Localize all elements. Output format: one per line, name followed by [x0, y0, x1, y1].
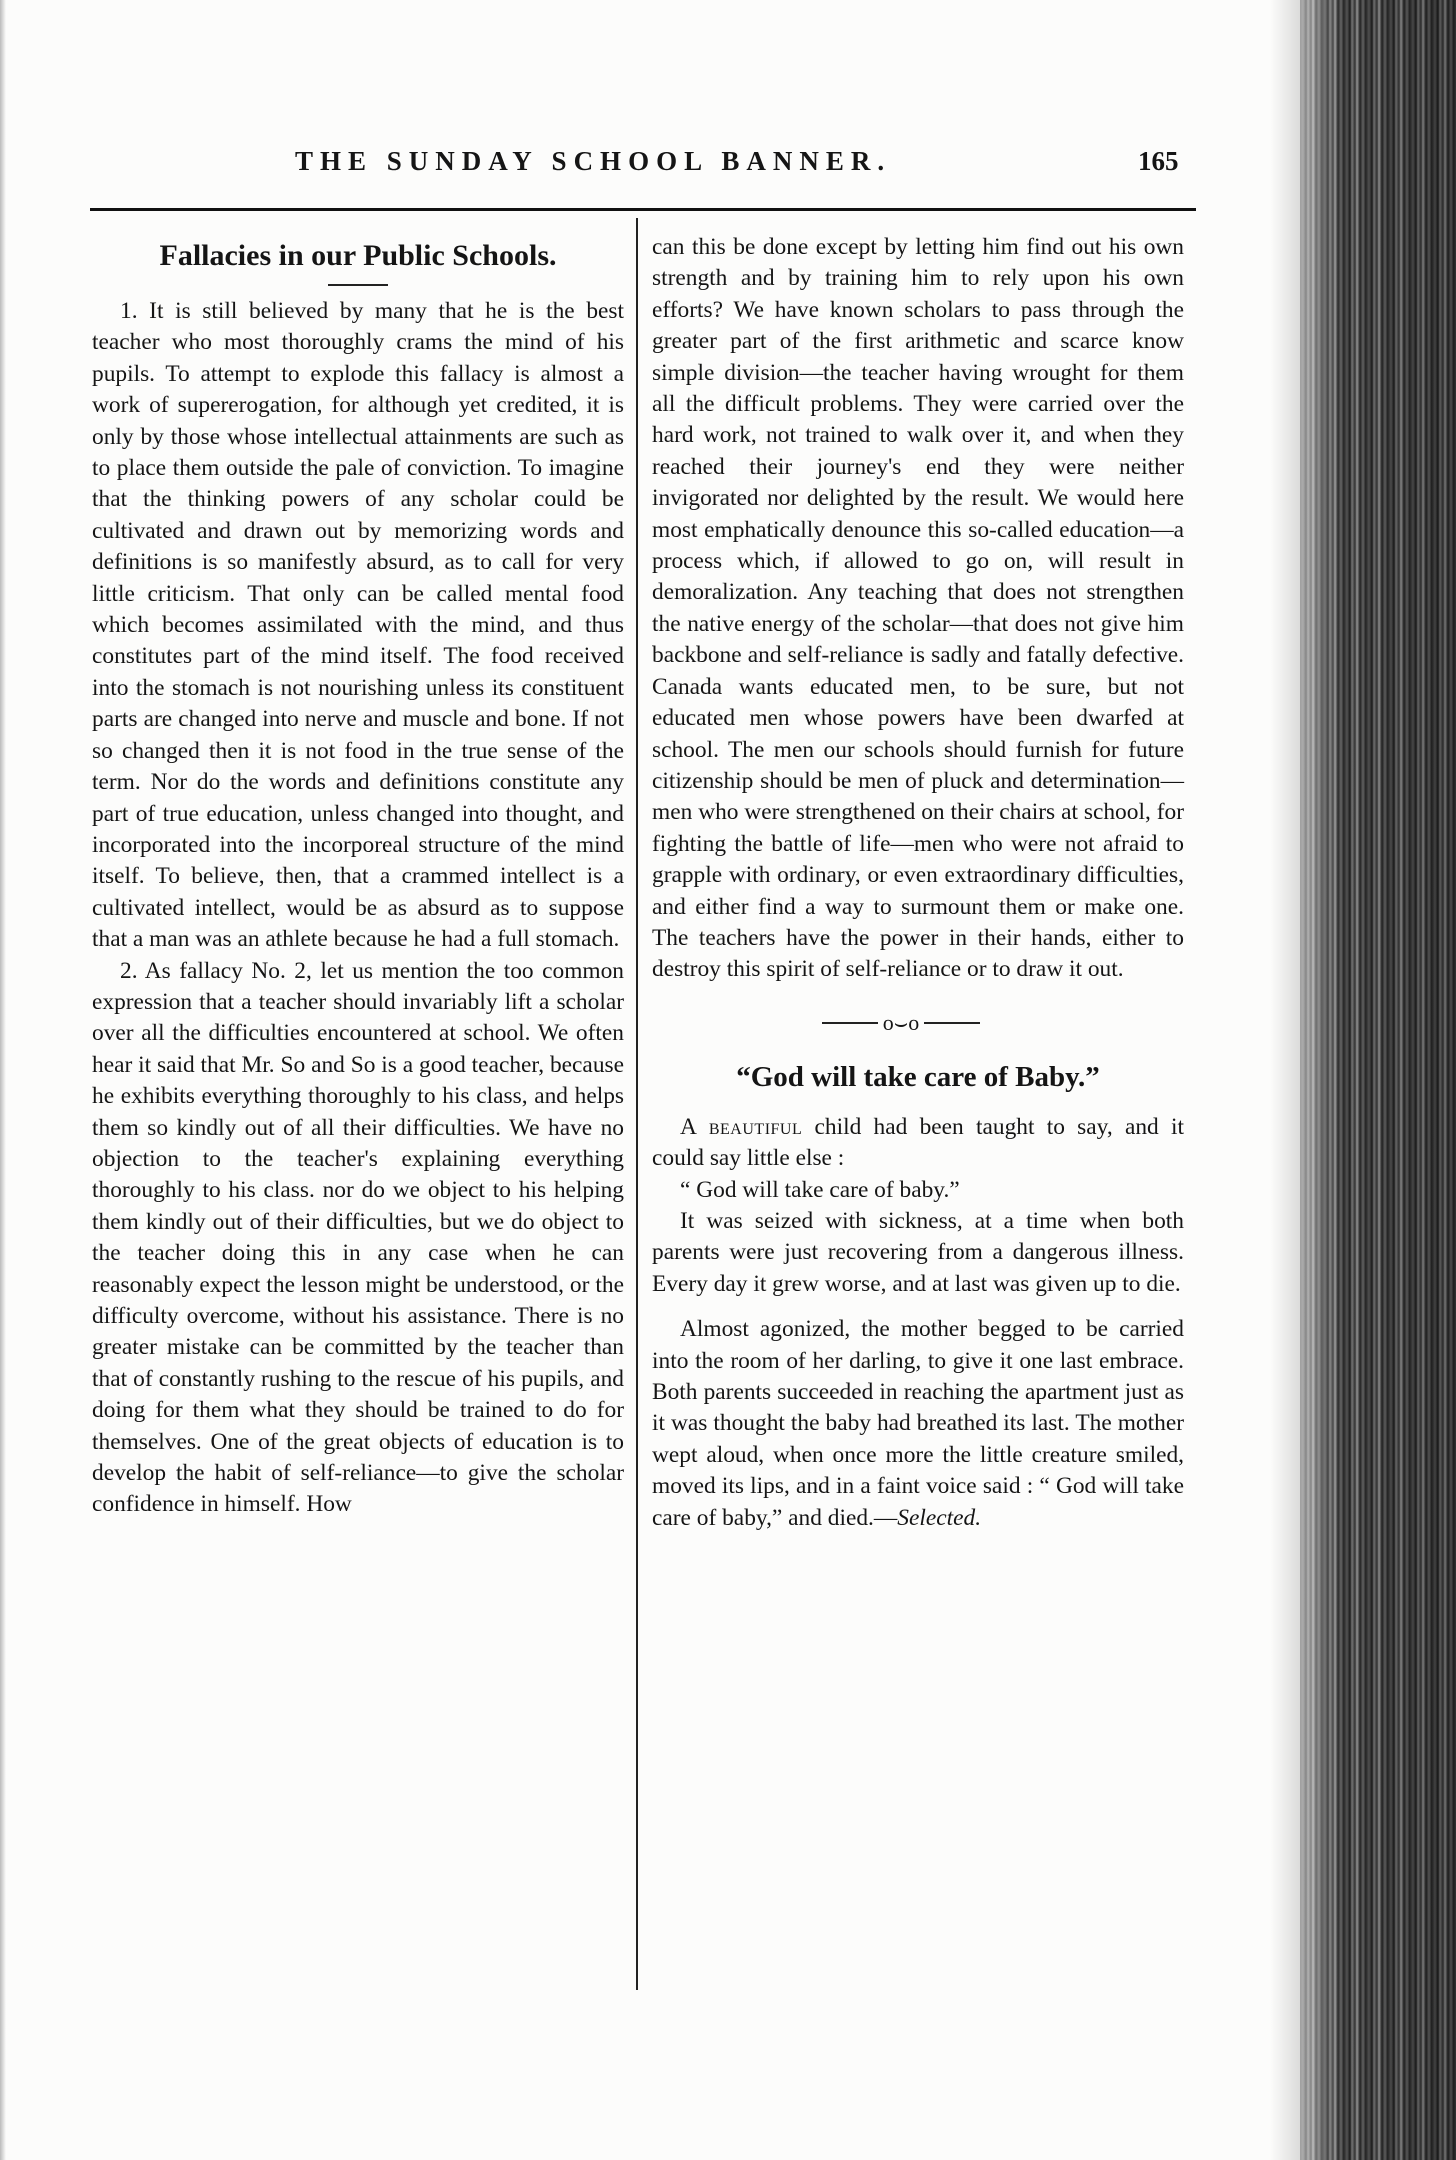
paragraph-spacer: [652, 1300, 1184, 1314]
left-column: [92, 232, 624, 1521]
story-paragraph-2-text: Almost agonized, the mother begged to be carried into the room of her darling, to give it one last embrace. Both parents succeeded in reaching the apartment just as it was thought the baby had breathed its last. The mother wept aloud, when once more the little creature smiled, moved its lips, and in a faint voice said : “ God will take care of baby,” and died.—: [652, 1316, 1184, 1531]
article-paragraph-1: 1. It is still believed by many that he is the best teacher who most thoroughly crams the mind of his pupils. To attempt to explode this fallacy is almost a work of supererogation, for although yet credited, it is only by those whose intellectual attainments are such as to place them outside the pale of conviction. To imagine that the thinking powers of any scholar could be cultivated and drawn out by memorizing words and definitions is so manifestly absurd, as to call for very little criticism. That only can be called mental food which becomes assimilated with the mind, and thus constitutes part of the mind itself. The food received into the stomach is not nourishing unless its constituent parts are changed into nerve and muscle and bone. If not so changed then it is not food in the true sense of the term. Nor do the words and definitions constitute any part of true education, unless changed into thought, and incorporated into the incorporeal structure of the mind itself. To believe, then, that a crammed intellect is a cultivated intellect, would be as absurd as to suppose that a man was an athlete because he had a full stomach.: [92, 298, 624, 953]
story-quote-line: “ God will take care of baby.”: [680, 1176, 960, 1203]
story-title: “God will take care of Baby.”: [736, 1060, 1100, 1093]
running-title: THE SUNDAY SCHOOL BANNER.: [295, 146, 892, 176]
ornament-glyph: o⌣o: [882, 1009, 920, 1035]
ornament-rule-left: [822, 1022, 878, 1024]
title-rule: [328, 284, 388, 286]
book-fore-edge: [1300, 0, 1456, 2160]
gutter-shadow: [1270, 0, 1304, 2160]
story-paragraph-1: It was seized with sickness, at a time when both parents were just recovering from a dangerous illness. Every day it grew worse, and at last was given up to die.: [652, 1207, 1184, 1297]
right-column: [652, 232, 1184, 1534]
story-opening: [652, 1112, 1184, 1175]
section-ornament: [652, 1006, 1184, 1040]
story-lead-caps: A beautiful: [680, 1113, 803, 1140]
page-number: 165: [1138, 146, 1179, 176]
article-title: Fallacies in our Public Schools.: [159, 239, 557, 272]
column-divider: [636, 218, 638, 1990]
article-paragraph-continued: can this be done except by letting him find out his own strength and by training him to rely upon his own efforts? We have known scholars to pass through the greater part of the first arithmetic and scarce know simple division—the teacher having wrought for them all the difficult problems. They were carried over the hard work, not trained to walk over it, and when they reached their journey's end they were neither invigorated nor delighted by the result. We would here most emphatically denounce this so-called education—a process which, if allowed to go on, will result in demoralization. Any teaching that does not strengthen the native energy of the scholar—that does not give him backbone and self-reliance is sadly and fatally defective. Canada wants educated men, to be sure, but not educated men whose powers have been dwarfed at school. The men our schools should furnish for future citizenship should be men of pluck and determination—men who were strengthened on their chairs at school, for fighting the battle of life—men who were not afraid to grapple with ordinary, or even extraordinary difficulties, and either find a way to surmount them or make one. The teachers have the power in their hands, either to destroy this spirit of self-reliance or to draw it out.: [652, 234, 1184, 983]
page-header: [90, 138, 1200, 184]
story-paragraph-2: [652, 1314, 1184, 1534]
header-rule: [90, 208, 1196, 211]
story-lead-text: child had been taught to say, and it could say little else :: [652, 1113, 1184, 1172]
article-paragraph-2: 2. As fallacy No. 2, let us mention the too common expression that a teacher should invariably lift a scholar over all the difficulties encountered at school. We often hear it said that Mr. So and So is a good teacher, because he exhibits everything thoroughly to his class, and helps them so kindly out of all their difficulties. We have no objection to the teacher's explaining everything thoroughly to his class. nor do we object to his helping them kindly out of their difficulties, but we do object to the teacher doing this in any case when he can reasonably expect the lesson might be understood, or the difficulty overcome, without his assistance. There is no greater mistake can be committed by the teacher than that of constantly rushing to the rescue of his pupils, and doing for them what they should be trained to do for themselves. One of the great objects of education is to develop the habit of self-reliance—to give the scholar confidence in himself. How: [92, 957, 624, 1518]
story-signature: Selected.: [897, 1504, 982, 1531]
page-left-edge: [0, 0, 6, 2160]
ornament-rule-right: [924, 1022, 980, 1024]
